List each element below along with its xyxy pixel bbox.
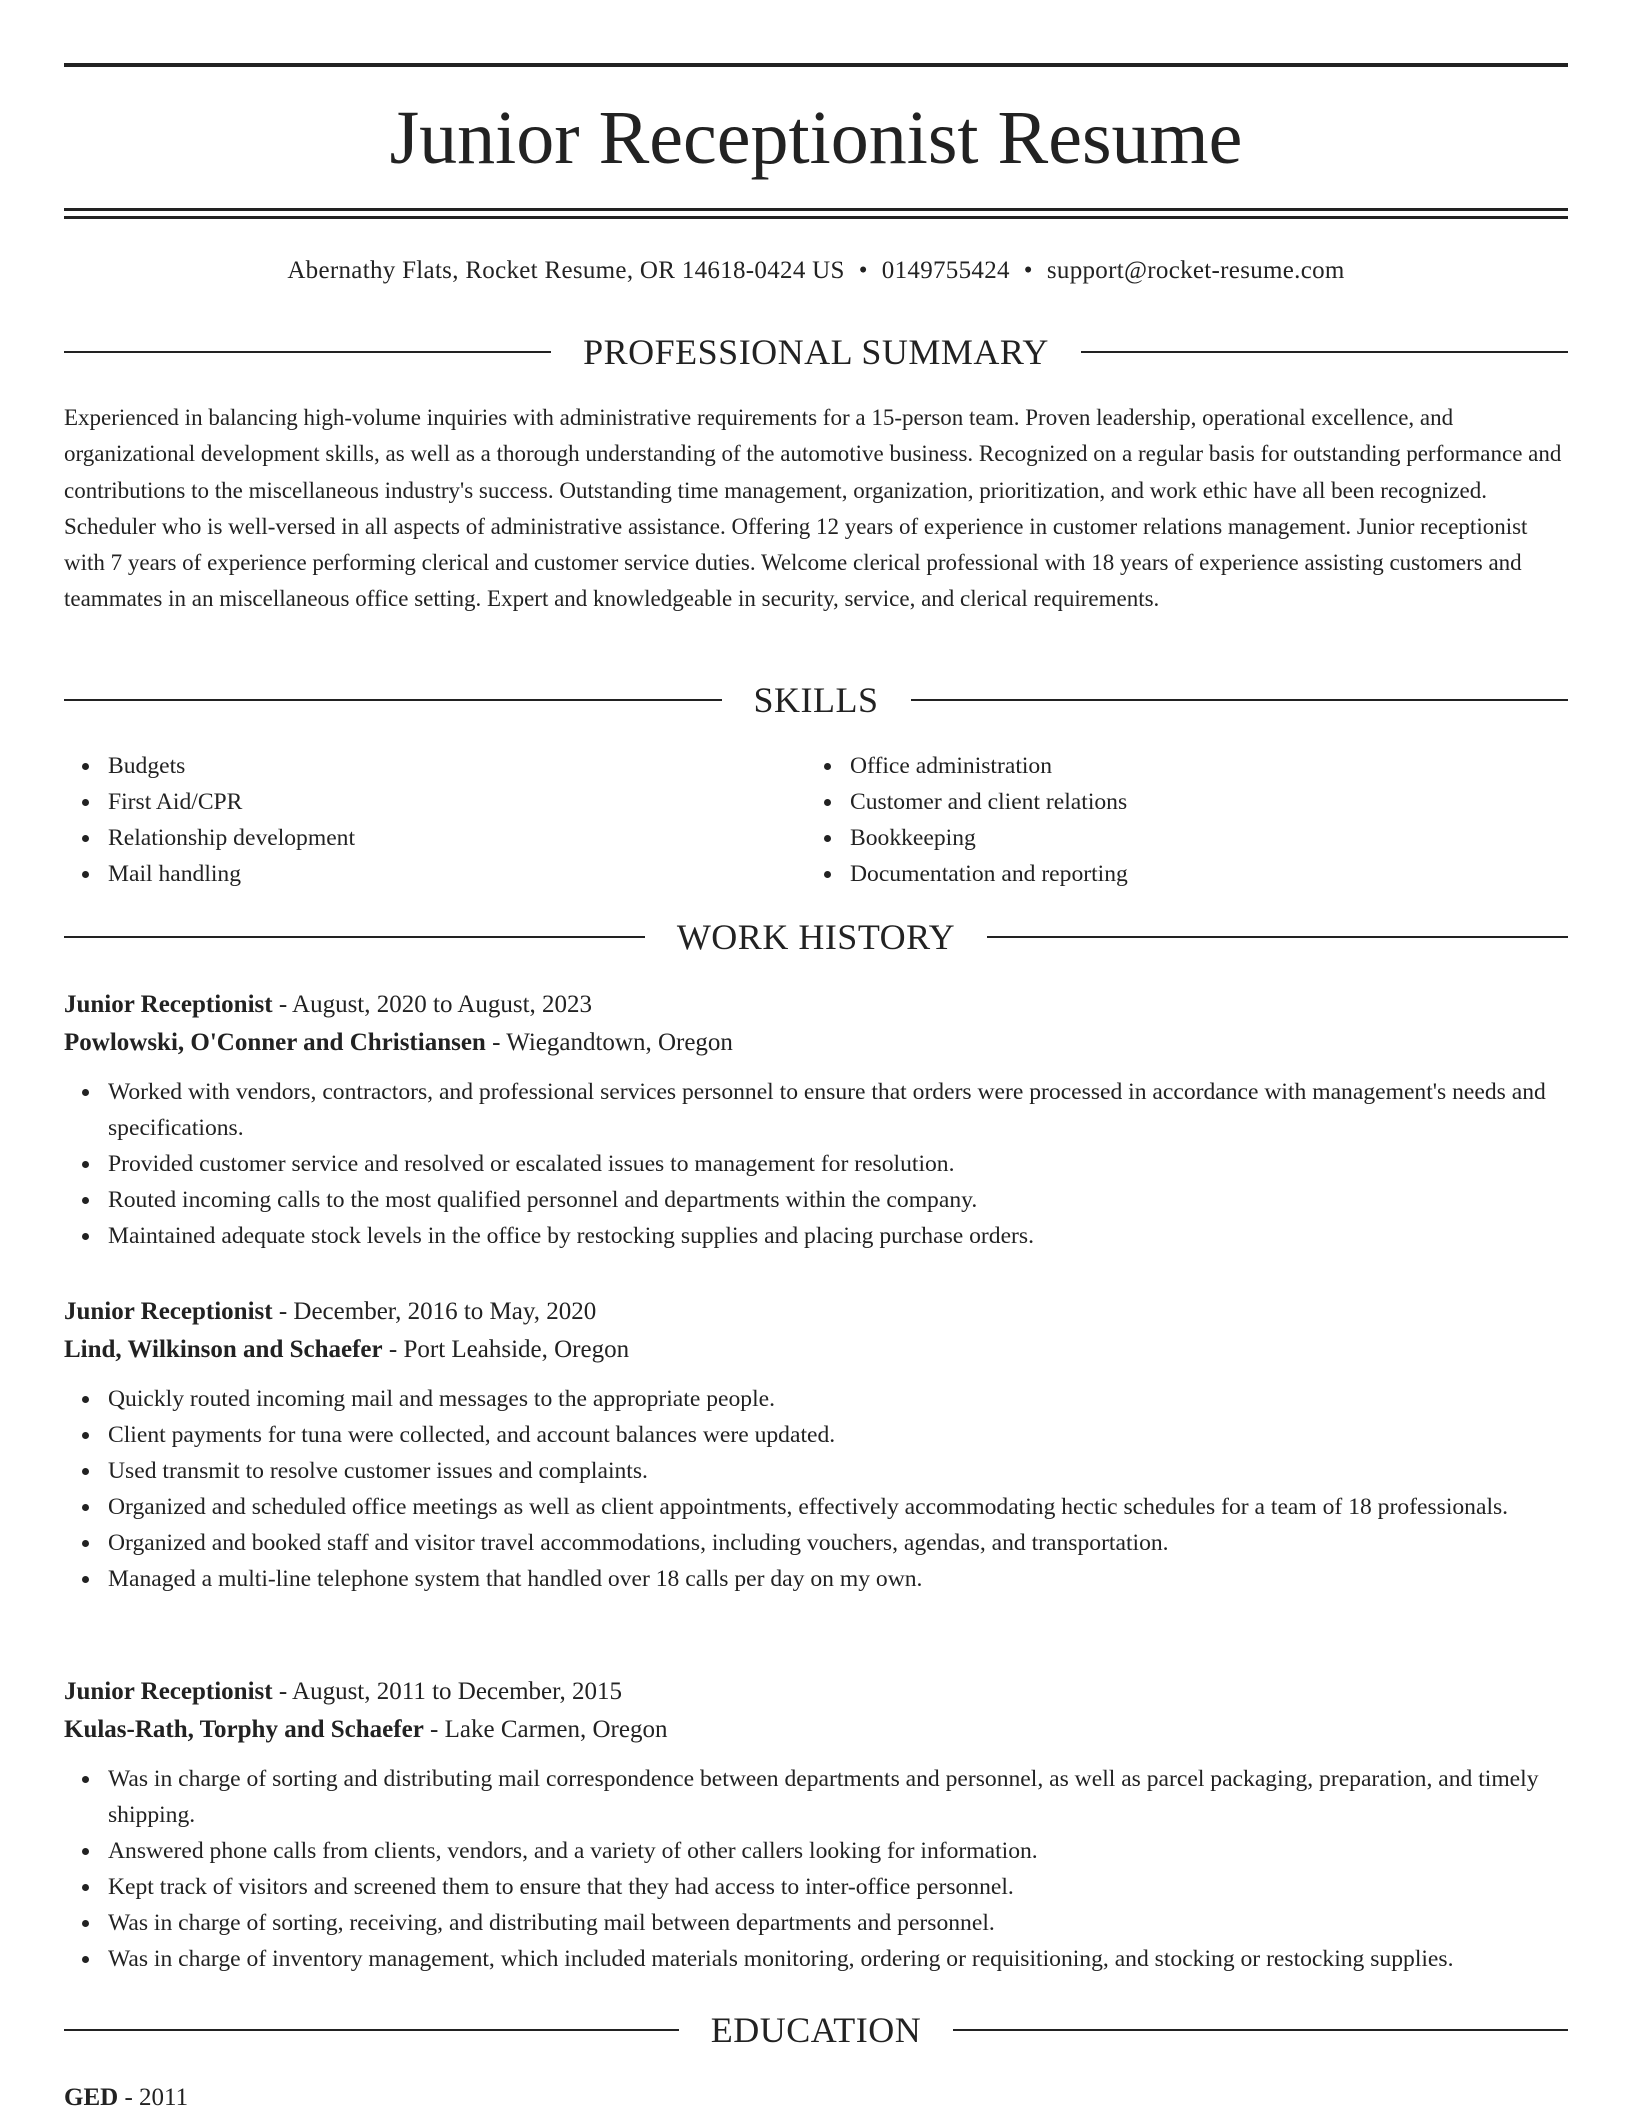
heading-label: EDUCATION bbox=[710, 2010, 922, 2050]
heading-label: PROFESSIONAL SUMMARY bbox=[583, 332, 1049, 372]
title-rule-lower bbox=[64, 216, 1568, 219]
skill-item: Budgets bbox=[108, 748, 764, 784]
job-company: Lind, Wilkinson and Schaefer bbox=[64, 1336, 383, 1363]
job-duties-list bbox=[64, 1761, 1568, 1977]
skill-item: Bookkeeping bbox=[850, 820, 1506, 856]
job-duty: Client payments for tuna were collected, and account balances were updated. bbox=[108, 1417, 1568, 1453]
job-duty: Worked with vendors, contractors, and professional services personnel to ensure that orders were processed in accordance with management's needs and specifications. bbox=[108, 1074, 1568, 1146]
education-year: - 2011 bbox=[118, 2084, 189, 2111]
job-duty: Maintained adequate stock levels in the office by restocking supplies and placing purchase orders. bbox=[108, 1218, 1568, 1254]
heading-label: SKILLS bbox=[753, 680, 879, 720]
job-company-line bbox=[64, 1024, 1568, 1062]
job-duties-list bbox=[64, 1074, 1568, 1254]
heading-label: WORK HISTORY bbox=[676, 917, 956, 957]
skills-column-right bbox=[806, 748, 1506, 892]
heading-rule-left bbox=[64, 351, 551, 353]
job-duty: Was in charge of inventory management, which included materials monitoring, ordering or requisitioning, and stocking or restocking supplies. bbox=[108, 1941, 1568, 1977]
skills-list-right bbox=[806, 748, 1506, 892]
job-duty: Used transmit to resolve customer issues and complaints. bbox=[108, 1453, 1568, 1489]
contact-address: Abernathy Flats, Rocket Resume, OR 14618-0424 US bbox=[287, 257, 845, 284]
contact-separator: • bbox=[858, 257, 868, 284]
heading-rule-right bbox=[911, 699, 1569, 701]
job-title: Junior Receptionist bbox=[64, 1678, 273, 1705]
job-duty: Managed a multi-line telephone system that handled over 18 calls per day on my own. bbox=[108, 1561, 1568, 1597]
skills-list-left bbox=[64, 748, 764, 892]
skill-item: Office administration bbox=[850, 748, 1506, 784]
heading-rule-left bbox=[64, 936, 645, 938]
job-company: Powlowski, O'Conner and Christiansen bbox=[64, 1029, 486, 1056]
job-title: Junior Receptionist bbox=[64, 1298, 273, 1325]
job-title: Junior Receptionist bbox=[64, 991, 273, 1018]
skills-column-left bbox=[64, 748, 764, 892]
job-duties-list bbox=[64, 1381, 1568, 1597]
skill-item: Customer and client relations bbox=[850, 784, 1506, 820]
job-company-line bbox=[64, 1331, 1568, 1369]
contact-phone: 0149755424 bbox=[881, 257, 1010, 284]
skill-item: Relationship development bbox=[108, 820, 764, 856]
job-entry bbox=[64, 986, 1568, 1254]
summary-text: Experienced in balancing high-volume inquiries with administrative requirements for a 15-person team. Proven leadership, operational excellence, and organizational development skills, as well as a thorough understanding of the automotive business. Recognized on a regular basis for outstanding performance and contributions to the miscellaneous industry's success. Outstanding time management, organization, prioritization, and work ethic have all been recognized. Scheduler who is well-versed in all aspects of administrative assistance. Offering 12 years of experience in customer relations management. Junior receptionist with 7 years of experience performing clerical and customer service duties. Welcome clerical professional with 18 years of experience assisting customers and teammates in an miscellaneous office setting. Expert and knowledgeable in security, service, and clerical requirements. bbox=[64, 405, 1562, 612]
job-duty: Was in charge of sorting, receiving, and distributing mail between departments and personnel. bbox=[108, 1905, 1568, 1941]
job-duty: Organized and booked staff and visitor travel accommodations, including vouchers, agendas, and transportation. bbox=[108, 1525, 1568, 1561]
job-company: Kulas-Rath, Torphy and Schaefer bbox=[64, 1716, 424, 1743]
job-location: - Lake Carmen, Oregon bbox=[423, 1716, 668, 1743]
heading-rule-left bbox=[64, 699, 722, 701]
contact-line bbox=[64, 254, 1568, 288]
heading-rule-right bbox=[987, 936, 1568, 938]
contact-separator: • bbox=[1023, 257, 1033, 284]
job-duty: Was in charge of sorting and distributing mail correspondence between departments and personnel, as well as parcel packaging, preparation, and timely shipping. bbox=[108, 1761, 1568, 1833]
job-dates: - December, 2016 to May, 2020 bbox=[272, 1298, 597, 1325]
section-heading-summary bbox=[64, 330, 1568, 374]
title-rule-upper bbox=[64, 208, 1568, 211]
section-heading-education bbox=[64, 2008, 1568, 2052]
education-degree: GED bbox=[64, 2084, 119, 2111]
job-title-line bbox=[64, 1673, 1568, 1711]
top-rule bbox=[64, 63, 1568, 67]
heading-rule-right bbox=[953, 2029, 1568, 2031]
education-entry bbox=[64, 2080, 188, 2116]
job-title-line bbox=[64, 986, 1568, 1024]
section-heading-skills bbox=[64, 678, 1568, 722]
skill-item: Documentation and reporting bbox=[850, 856, 1506, 892]
job-duty: Answered phone calls from clients, vendors, and a variety of other callers looking for information. bbox=[108, 1833, 1568, 1869]
heading-rule-right bbox=[1081, 351, 1568, 353]
job-location: - Wiegandtown, Oregon bbox=[485, 1029, 733, 1056]
contact-email: support@rocket-resume.com bbox=[1046, 257, 1345, 284]
job-dates: - August, 2011 to December, 2015 bbox=[272, 1678, 622, 1705]
job-entry bbox=[64, 1673, 1568, 1977]
job-entry bbox=[64, 1293, 1568, 1597]
job-title-line bbox=[64, 1293, 1568, 1331]
job-duty: Routed incoming calls to the most qualified personnel and departments within the company. bbox=[108, 1182, 1568, 1218]
job-duty: Kept track of visitors and screened them to ensure that they had access to inter-office personnel. bbox=[108, 1869, 1568, 1905]
job-company-line bbox=[64, 1711, 1568, 1749]
job-duty: Organized and scheduled office meetings as well as client appointments, effectively accommodating hectic schedules for a team of 18 professionals. bbox=[108, 1489, 1568, 1525]
skill-item: Mail handling bbox=[108, 856, 764, 892]
resume-title: Junior Receptionist Resume bbox=[389, 96, 1243, 180]
skill-item: First Aid/CPR bbox=[108, 784, 764, 820]
job-duty: Provided customer service and resolved or escalated issues to management for resolution. bbox=[108, 1146, 1568, 1182]
job-location: - Port Leahside, Oregon bbox=[382, 1336, 630, 1363]
section-heading-work bbox=[64, 915, 1568, 959]
heading-rule-left bbox=[64, 2029, 679, 2031]
job-duty: Quickly routed incoming mail and messages to the appropriate people. bbox=[108, 1381, 1568, 1417]
job-dates: - August, 2020 to August, 2023 bbox=[272, 991, 593, 1018]
